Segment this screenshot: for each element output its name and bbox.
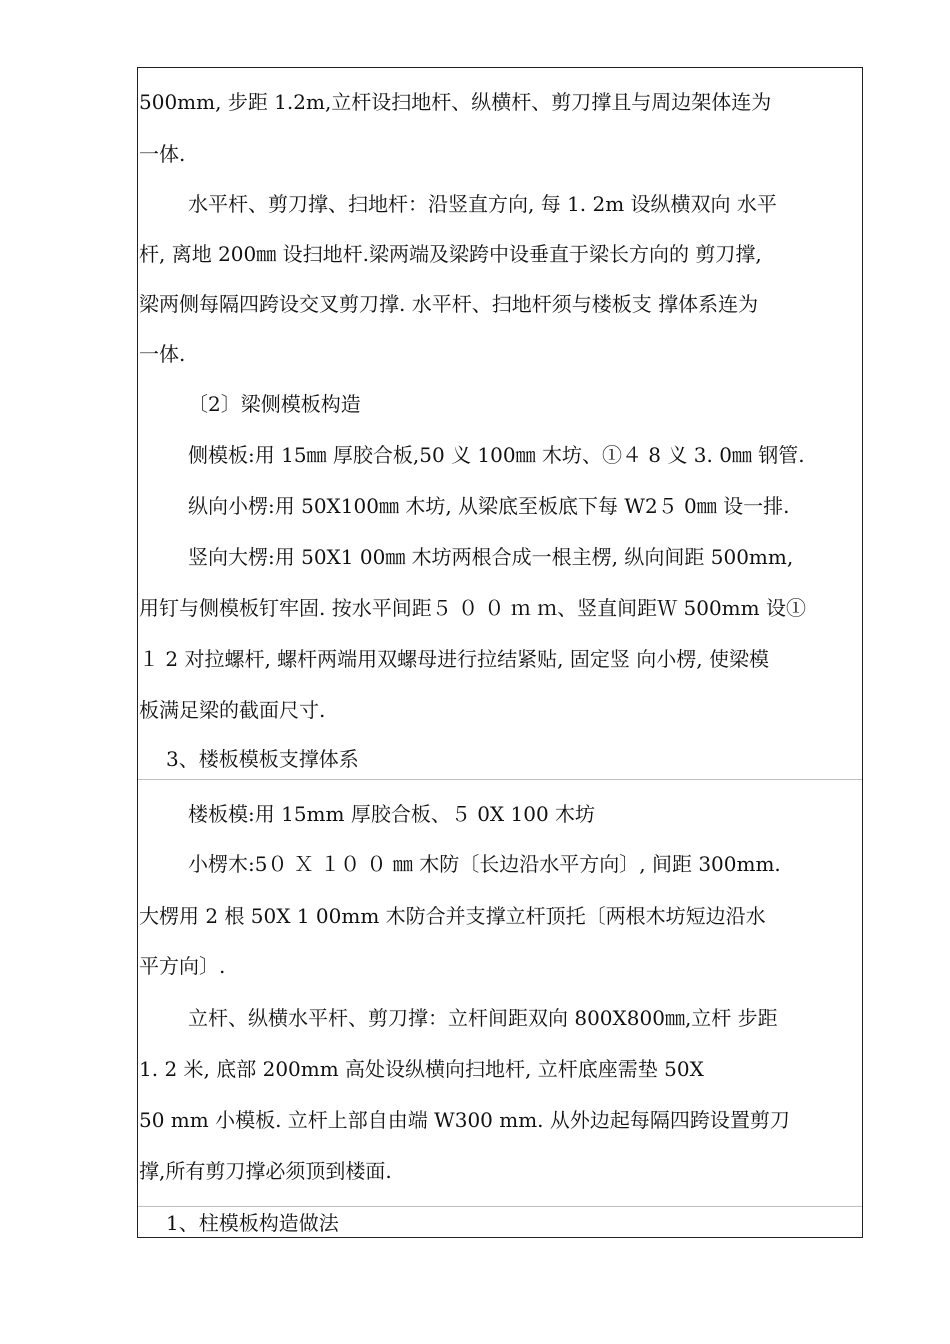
text-line: 板满足梁的截面尺寸. [139,698,326,722]
text-line: 一体. [139,342,186,366]
text-line: 立杆、纵横水平杆、剪刀撑：立杆间距双向 800X800㎜,立杆 步距 [188,1006,778,1030]
text-line: 侧模板:用 15㎜ 厚胶合板,50 义 100㎜ 木坊、①４ 8 义 3. 0㎜ 钢管. [188,443,805,467]
section-heading: 3、楼板模板支撑体系 [166,747,359,771]
row-divider [138,779,862,780]
text-line: 500mm, 步距 1.2m,立杆设扫地杆、纵横杆、剪刀撑且与周边架体连为 [139,90,772,114]
text-line: 杆, 离地 200㎜ 设扫地杆.梁两端及梁跨中设垂直于梁长方向的 剪刀撑, [139,242,762,266]
text-line: 大楞用 2 根 50X 1 00mm 木防合并支撑立杆顶托〔两根木坊短边沿水 [139,904,766,928]
section-heading: 〔2〕梁侧模板构造 [188,392,361,416]
text-line: 楼板模:用 15mm 厚胶合板、５ 0X 100 木坊 [188,802,596,826]
text-line: 50 mm 小模板. 立杆上部自由端 W300 mm. 从外边起每隔四跨设置剪刀 [139,1108,790,1132]
text-line: １ 2 对拉螺杆, 螺杆两端用双螺母进行拉结紧贴, 固定竖 向小楞, 使梁模 [139,647,769,671]
text-line: 水平杆、剪刀撑、扫地杆：沿竖直方向, 每 1. 2m 设纵横双向 水平 [188,192,777,216]
text-line: 用钉与侧模板钉牢固. 按水平间距５ ０ ０ ｍ ｍ、竖直间距Ｗ 500mm 设① [139,596,806,620]
text-line: 1. 2 米, 底部 200mm 高处设纵横向扫地杆, 立杆底座需垫 50X [139,1057,704,1081]
text-line: 小楞木:5０ Ｘ １０ ０ ㎜ 木防〔长边沿水平方向〕, 间距 300mm. [188,852,781,876]
document-frame [137,67,863,1238]
text-line: 纵向小楞:用 50X100㎜ 木坊, 从梁底至板底下每 W2５ 0㎜ 设一排. [188,494,790,518]
text-line: 竖向大楞:用 50X1 00㎜ 木坊两根合成一根主楞, 纵向间距 500mm, [188,545,794,569]
text-line: 梁两侧每隔四跨设交叉剪刀撑. 水平杆、扫地杆须与楼板支 撑体系连为 [139,292,759,316]
text-line: 撑,所有剪刀撑必须顶到楼面. [139,1159,392,1183]
section-heading: 1、柱模板构造做法 [166,1211,339,1235]
row-divider [138,1206,862,1207]
text-line: 一体. [139,142,186,166]
text-line: 平方向〕. [139,954,226,978]
